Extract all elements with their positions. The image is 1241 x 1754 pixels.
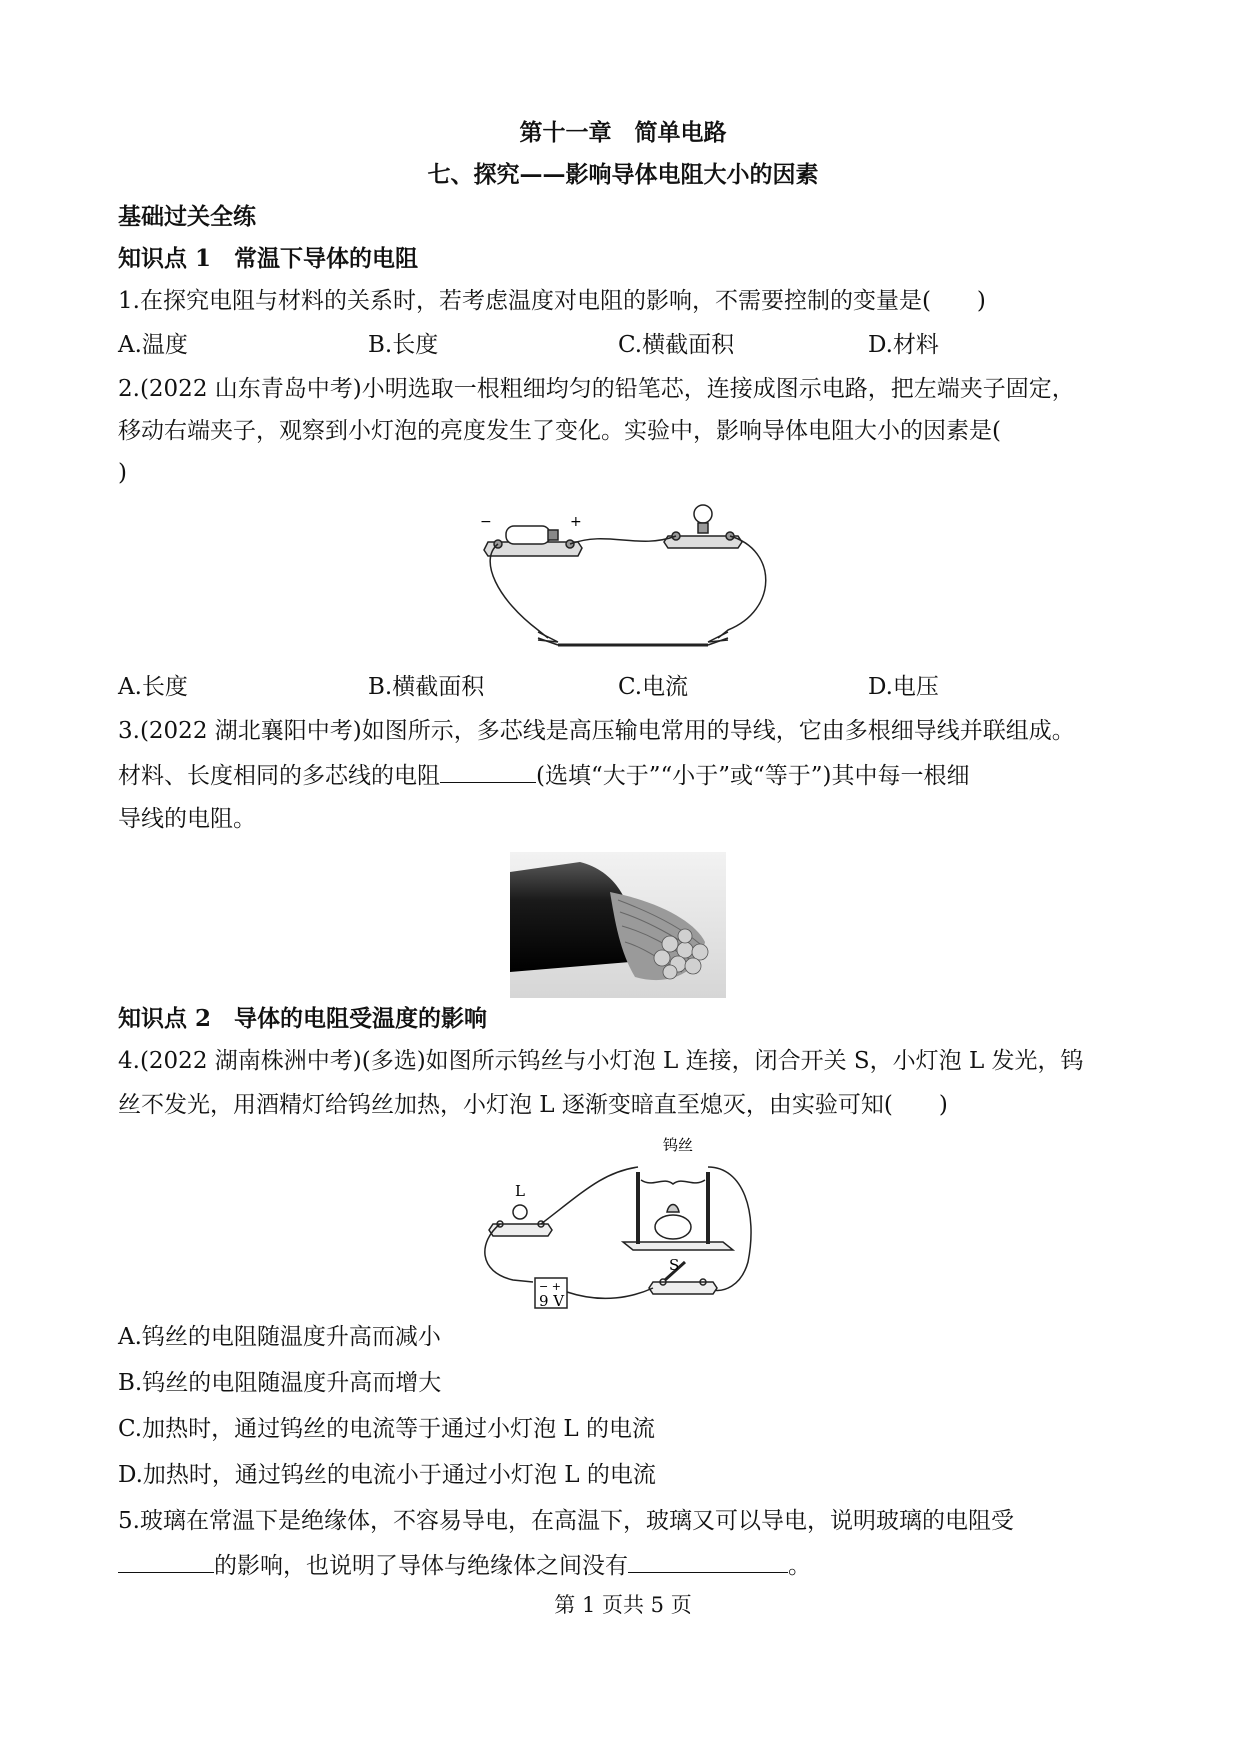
- q2-option-c: C.电流: [618, 674, 689, 700]
- answer-blank-q5-1[interactable]: [118, 1550, 214, 1573]
- question-2-line2: 移动右端夹子，观察到小灯泡的亮度发生了变化。实验中，影响导体电阻大小的因素是(: [118, 418, 1001, 444]
- section-title: 七、探究——影响导体电阻大小的因素: [427, 161, 819, 188]
- battery-label: 9 V: [539, 1292, 565, 1310]
- q4-option-a: A.钨丝的电阻随温度升高而减小: [118, 1324, 441, 1350]
- q4-option-d: D.加热时，通过钨丝的电流小于通过小灯泡 L 的电流: [118, 1462, 656, 1488]
- q2-option-b: B.横截面积: [368, 674, 485, 700]
- knowledge-point-2: 知识点 2 导体的电阻受温度的影响: [118, 1005, 488, 1032]
- question-5-line2: 的影响，也说明了导体与绝缘体之间没有 。: [118, 1550, 811, 1581]
- question-3-line1: 3.(2022 湖北襄阳中考)如图所示，多芯线是高压输电常用的导线，它由多根细导线并联组成。: [118, 718, 1075, 744]
- q1-option-a: A.温度: [118, 332, 188, 358]
- battery-plus-label: +: [570, 514, 582, 530]
- knowledge-point-1: 知识点 1 常温下导体的电阻: [118, 245, 419, 272]
- question-1-stem: 1.在探究电阻与材料的关系时，若考虑温度对电阻的影响，不需要控制的变量是( ): [118, 288, 986, 314]
- q2-option-a: A.长度: [118, 674, 188, 700]
- question-4-line1: 4.(2022 湖南株洲中考)(多选)如图所示钨丝与小灯泡 L 连接，闭合开关 S，小灯泡 L 发光，钨: [118, 1048, 1084, 1074]
- q1-option-b: B.长度: [368, 332, 439, 358]
- chapter-title: 第十一章 简单电路: [519, 119, 727, 146]
- question-4-line2: 丝不发光，用酒精灯给钨丝加热，小灯泡 L 逐渐变暗直至熄灭，由实验可知( ): [118, 1092, 948, 1118]
- lamp-label: L: [515, 1182, 525, 1200]
- question-3-line2: 材料、长度相同的多芯线的电阻 (选填“大于”“小于”或“等于”)其中每一根细: [118, 760, 970, 791]
- tungsten-wire-circuit-figure: [473, 1132, 783, 1312]
- battery-terminals-label: − +: [539, 1280, 561, 1293]
- tungsten-label: 钨丝: [663, 1136, 694, 1154]
- q1-option-d: D.材料: [868, 332, 939, 358]
- answer-blank-q3[interactable]: [440, 760, 536, 783]
- question-2-line1: 2.(2022 山东青岛中考)小明选取一根粗细均匀的铅笔芯，连接成图示电路，把左端夹子固定，: [118, 376, 1075, 402]
- q1-option-c: C.横截面积: [618, 332, 735, 358]
- practice-heading: 基础过关全练: [118, 203, 256, 230]
- q4-option-b: B.钨丝的电阻随温度升高而增大: [118, 1370, 442, 1396]
- page-footer: 第 1 页共 5 页: [554, 1593, 692, 1617]
- battery-minus-label: −: [480, 514, 492, 530]
- q4-option-c: C.加热时，通过钨丝的电流等于通过小灯泡 L 的电流: [118, 1416, 655, 1442]
- multicore-wire-figure: [510, 852, 726, 998]
- q2-option-d: D.电压: [868, 674, 939, 700]
- question-3-line3: 导线的电阻。: [118, 806, 256, 832]
- question-2-line3: ): [118, 460, 127, 486]
- pencil-lead-circuit-figure: [478, 500, 798, 660]
- question-5-line1: 5.玻璃在常温下是绝缘体，不容易导电，在高温下，玻璃又可以导电，说明玻璃的电阻受: [118, 1508, 1014, 1534]
- answer-blank-q5-2[interactable]: [628, 1550, 788, 1573]
- switch-label: S: [669, 1256, 680, 1274]
